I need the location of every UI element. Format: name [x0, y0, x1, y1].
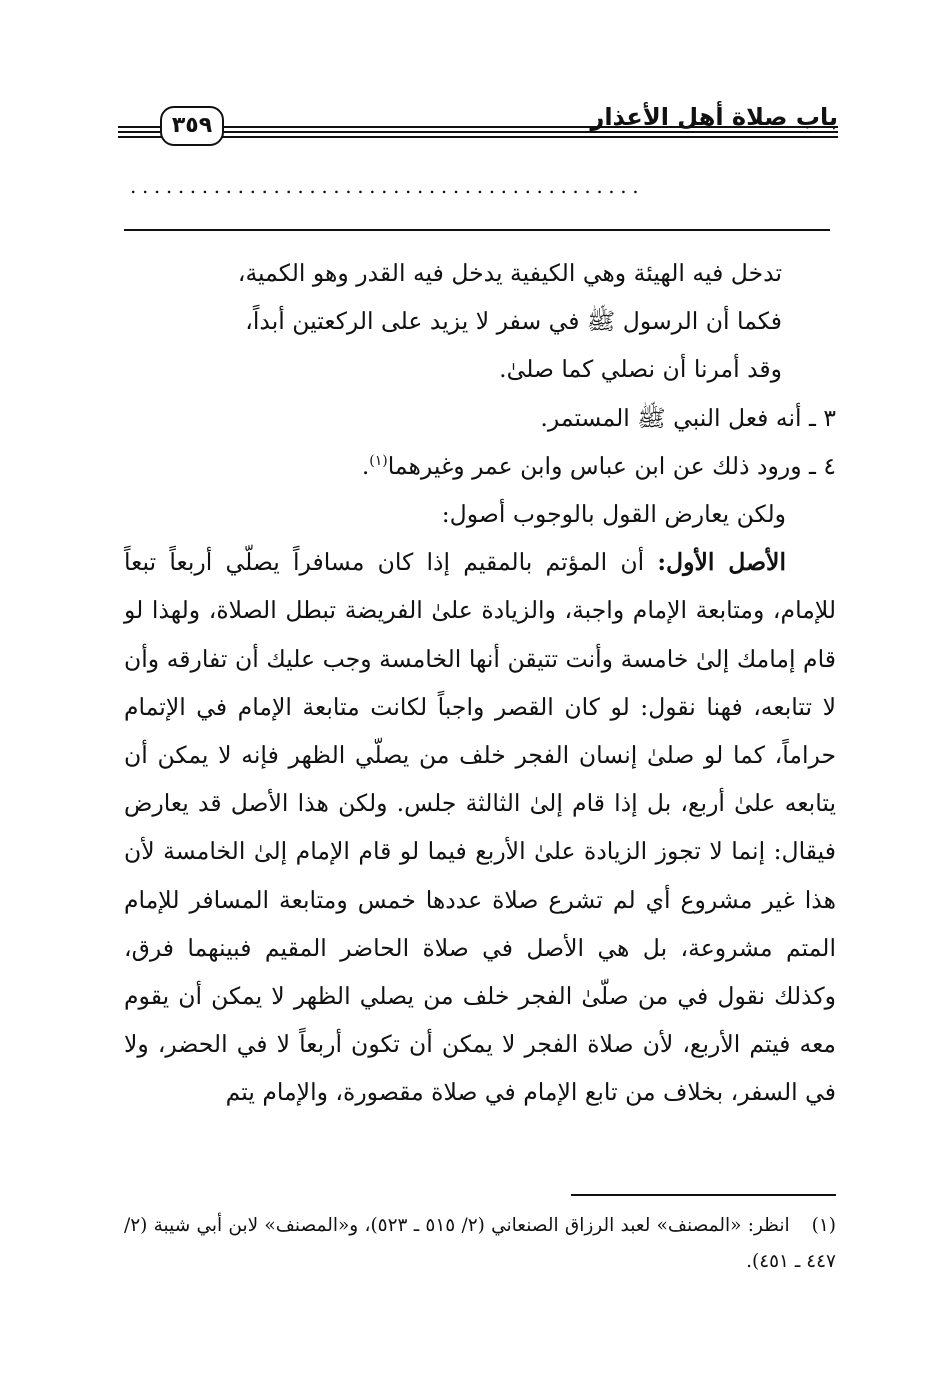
- principle-label: الأصل الأول:: [657, 548, 786, 577]
- footnote-entry: [124, 1208, 836, 1280]
- list-item-4-text: ٤ ـ ورود ذلك عن ابن عباس وابن عمر وغيرهما: [387, 451, 836, 480]
- list-item-4: [124, 442, 836, 490]
- text-line: وقد أمرنا أن نصلي كما صلىٰ.: [499, 355, 782, 384]
- page-header: [118, 96, 838, 158]
- list-item-3: ٣ ـ أنه فعل النبي ﷺ المستمر.: [540, 403, 836, 432]
- page-number: ٣٥٩: [160, 106, 224, 146]
- principle-text: أن المؤتم بالمقيم إذا كان مسافراً يصلّي أربعاً تبعاً للإمام، ومتابعة الإمام واجبة، والزيادة علىٰ الفريضة تبطل الصلاة، ولهذا لو قام إمامك إلىٰ خامسة وأنت تتيقن أنها الخامسة وجب عليك أن تفارقه وأن لا تتابعه، فهنا نقول: لو كان القصر واجباً لكانت متابعة الإمام في الإتمام حراماً، كما لو صلىٰ إنسان الفجر خلف من يصلّي الظهر فإنه لا يمكن أن يتابعه علىٰ أربع، بل إذا قام إلىٰ الثالثة جلس. ولكن هذا الأصل قد يعارض فيقال: إنما لا تجوز الزيادة علىٰ الأربع فيما لو قام الإمام إلىٰ الخامسة لأن هذا غير مشروع أي لم تشرع صلاة عددها خمس ومتابعة المسافر للإمام المتم مشروعة، بل هي الأصل في صلاة الحاضر المقيم فبينهما فرق، وكذلك نقول في من صلّىٰ الفجر خلف من يصلي الظهر لا يمكن أن يقوم معه فيتم الأربع، لأن صلاة الفجر لا يمكن أن تكون أربعاً لا في الحضر، ولا في السفر، بخلاف من تابع الإمام في صلاة مقصورة، والإمام يتم: [124, 548, 836, 1107]
- footnote-number: (١): [811, 1215, 836, 1236]
- transition-line: ولكن يعارض القول بالوجوب أصول:: [441, 500, 786, 529]
- text-line: فكما أن الرسول ﷺ في سفر لا يزيد على الركعتين أبداً،: [245, 307, 782, 336]
- paragraph-continuation: [124, 249, 836, 394]
- header-rule-bottom: [118, 136, 838, 138]
- main-text: [124, 249, 836, 1117]
- principle-paragraph: [124, 538, 836, 1116]
- list-item-4-end: .: [361, 451, 370, 480]
- footnote-marker: (١): [369, 452, 388, 469]
- footnote-text: انظر: «المصنف» لعبد الرزاق الصنعاني (٢/ ٥١٥ ـ ٥٢٣)، و«المصنف» لابن أبي شيبة (٢/ ٤٤٧ ـ ٤٥١).: [124, 1215, 836, 1272]
- dotted-separator: ...........................................: [130, 176, 645, 196]
- chapter-title: باب صلاة أهل الأعذار: [590, 103, 838, 131]
- footnote: [124, 1208, 836, 1280]
- text-top-rule: [124, 229, 830, 231]
- footnote-rule: [571, 1194, 836, 1196]
- text-line: تدخل فيه الهيئة وهي الكيفية يدخل فيه القدر وهو الكمية،: [237, 259, 782, 287]
